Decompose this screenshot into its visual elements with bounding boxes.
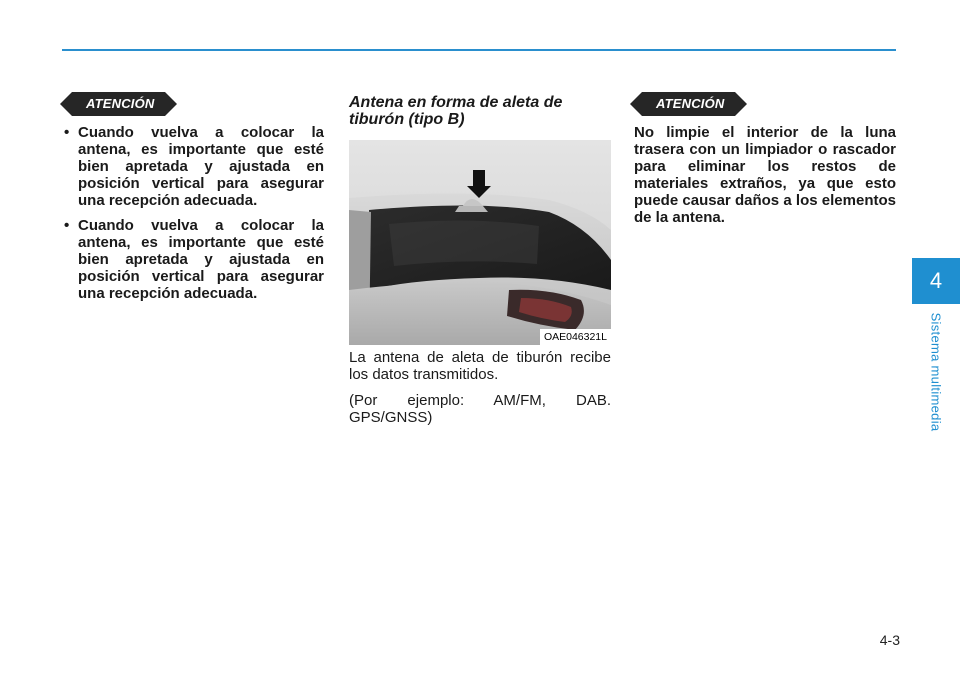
shark-fin-antenna-photo	[349, 140, 611, 345]
image-code: OAE046321L	[540, 329, 611, 345]
left-column	[64, 124, 324, 310]
attention-badge-left: ATENCIÓN	[72, 92, 165, 116]
chapter-label: Sistema multimedia	[928, 312, 944, 432]
attention-bullet-1: • Cuando vuelva a colocar la antena, es importante que esté bien apretada y ajustada en posición vertical para asegurar una recepción adecuada.	[64, 124, 324, 209]
body-paragraph-2: (Por ejemplo: AM/FM, DAB. GPS/GNSS)	[349, 392, 611, 426]
page-number: 4-3	[879, 632, 900, 648]
section-title: Antena en forma de aleta de tiburón (tipo B)	[349, 94, 563, 128]
body-paragraph-1: La antena de aleta de tiburón recibe los datos transmitidos.	[349, 349, 611, 383]
header-rule	[62, 49, 896, 51]
middle-body	[349, 349, 611, 426]
attention-text-right: No limpie el interior de la luna trasera con un limpiador o rascador para eliminar los restos de materiales extraños, ya que esto puede causar daños a los elementos de la antena.	[634, 124, 896, 226]
attention-list	[64, 124, 324, 302]
attention-badge-right: ATENCIÓN	[642, 92, 735, 116]
chapter-tab: 4	[912, 258, 960, 304]
attention-bullet-2: • Cuando vuelva a colocar la antena, es importante que esté bien apretada y ajustada en posición vertical para asegurar una recepción adecuada.	[64, 217, 324, 302]
car-rear-illustration	[349, 140, 611, 345]
